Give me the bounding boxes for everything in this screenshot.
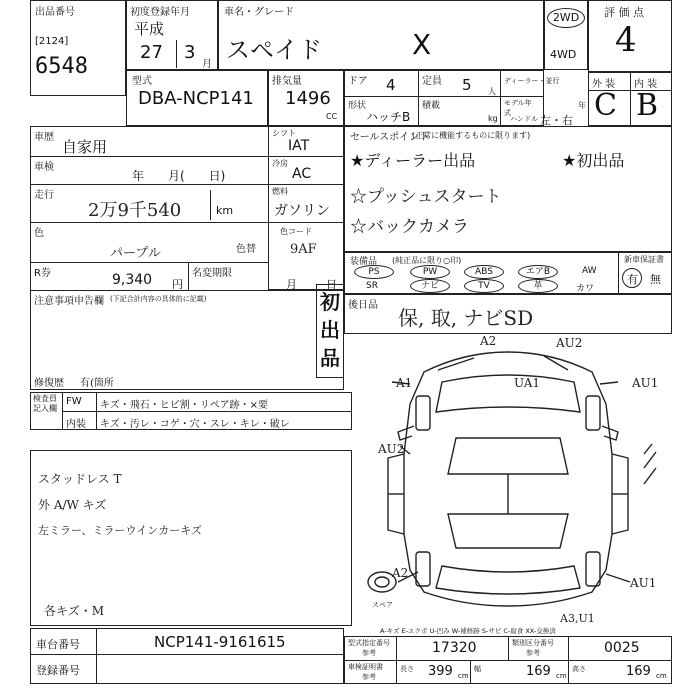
equip-sr: SR [366,281,378,291]
term-day-unit: 日 [326,278,337,291]
note-4: 各キズ・M [44,604,105,618]
spare-label: スペア [372,601,393,609]
ac-label: 冷房 [272,159,288,168]
interior-row-label: 内装 [66,419,86,430]
sales-note: (正常に機能するものに限ります) [412,131,531,140]
length-label: 長さ [400,665,414,673]
shift-value: IAT [288,138,310,154]
capacity-unit: 人 [488,87,496,96]
model-label: 型式 [132,76,152,87]
note-2: 外 A/W キズ [38,498,107,512]
r-label: R券 [34,268,51,279]
equip-pw: PW [410,265,450,279]
mark-a3u1: A3,U1 [560,612,595,625]
mark-au1-right: AU1 [632,376,659,390]
equip-tv: TV [464,279,504,293]
equip-aw: AW [582,266,597,276]
color-label: 色 [34,228,44,239]
category-ref: 参考 [526,649,540,657]
repair-value: 有(箇所 [80,378,114,389]
fw-items: キズ・飛石・ヒビ割・リペア跡・×要 [100,400,268,411]
month-value: 3 [184,42,196,63]
sales-2: ★初出品 [562,151,625,170]
category-label: 類別区分番号 [512,639,554,647]
first-reg-label: 初度登録年月 [130,7,190,18]
warranty-no: 無 [650,273,661,286]
inspection-value: 年 月( 日) [132,169,226,183]
body-shape-label: 形状 [348,101,367,111]
handle-value: 左・右 [540,114,573,127]
inspection-label: 車検 [34,162,54,173]
notice-note: (下記合計内容の具体的に記載) [110,295,207,303]
chassis-label: 車台番号 [36,638,80,651]
type-spec-ref: 参考 [362,649,376,657]
mark-ua1-center: UA1 [514,376,541,390]
damage-legend: A-キズ E-エクボ U-凹み W-補修跡 S-サビ C-腐食 XX-交換済 [380,627,556,635]
score-label: 評 価 点 [604,6,644,19]
attached-value: 保, 取, ナビSD [398,306,534,330]
displacement-value: 1496 [285,88,331,109]
note-1: スタッドレス T [38,472,122,486]
shift-label: シフト [272,129,296,138]
mark-au2-left: AU2 [378,442,405,456]
length-value: 399 [428,664,453,679]
length-unit: cm [458,672,469,680]
mark-a2-top: A2 [480,334,497,348]
displacement-unit: CC [326,112,338,121]
category-value: 0025 [604,640,640,656]
term-label: 名変期限 [192,268,232,279]
dims-label: 車検証明書 [348,663,383,671]
mileage-label: 走行 [34,190,54,201]
load-unit: kg [488,114,498,123]
color-value: パープル [110,246,161,261]
year-unit: 年 [578,101,586,110]
score-value: 4 [615,20,637,60]
color-change-label: 色替 [236,244,256,255]
era-value: 平成 [134,20,165,38]
drive-4wd: 4WD [550,48,577,61]
notice-label: 注意事項申告欄 [34,296,104,307]
equip-label: 装備品 [350,257,378,267]
r-unit: 円 [172,278,183,291]
car-name-label: 車名・グレード [224,7,294,18]
displacement-label: 排気量 [272,76,302,87]
height-label: 高さ [572,665,586,673]
lot-label: 出品番号 [35,7,75,18]
sales-4: ☆バックカメラ [350,217,469,237]
sales-3: ☆プッシュスタート [350,187,502,207]
term-unit: 月 [286,278,297,291]
interior-items: キズ・汚レ・コゲ・穴・スレ・キレ・破レ [100,419,290,430]
warranty-label: 新車保証書 [624,255,664,264]
drive-2wd: 2WD [547,8,585,28]
height-value: 169 [626,664,651,679]
doors-label: ドア [348,76,368,87]
car-diagram [344,334,672,624]
body-shape-value: ハッチB [366,110,411,124]
capacity-value: 5 [462,76,472,94]
equip-note: (純正品に限り○印) [392,256,462,265]
mark-a1-left: A1 [396,376,413,390]
capacity-label: 定員 [422,76,442,87]
fuel-value: ガソリン [274,203,330,219]
exterior-grade: C [594,88,617,123]
month-unit: 月 [202,59,212,70]
type-spec-value: 17320 [432,640,477,656]
fuel-label: 燃料 [272,187,288,196]
model-value: DBA-NCP141 [138,88,254,109]
load-label: 積載 [422,101,441,111]
equip-air: エアB [518,265,558,279]
color-code-value: 9AF [290,242,317,257]
history-label: 車歴 [34,132,54,143]
lot-number: 6548 [35,54,88,79]
fw-label: FW [66,396,82,407]
doors-value: 4 [386,76,396,94]
color-code-label: 色コード [280,227,312,236]
mark-au1-bottom: AU1 [630,576,657,590]
equip-kawa: カワ [576,284,595,294]
year-value: 27 [140,42,163,63]
interior-grade: B [636,88,659,123]
exterior-label: 外 装 [592,79,616,90]
grade: X [412,28,432,61]
interior-label: 内 装 [634,79,658,90]
height-unit: cm [656,672,667,680]
width-value: 169 [526,664,551,679]
dealer-label: ディーラー・並行 [504,77,560,85]
attached-label: 後日品 [348,300,378,311]
mileage-value: 2万9千540 [88,200,182,221]
inspector-label: 検査員記入欄 [33,394,57,413]
sales-1: ★ディーラー出品 [350,151,476,170]
chassis-value: NCP141-9161615 [154,633,286,651]
type-spec-label: 型式指定番号 [348,639,390,647]
width-unit: cm [556,672,567,680]
r-value: 9,340 [112,272,153,288]
model-year-label: モデル年式 [504,99,532,117]
warranty-yes: 有 [627,273,638,286]
note-3: 左ミラー、ミラーウインカーキズ [38,524,203,537]
sales-label: セールスポイント [350,132,430,143]
repair-label: 修復歴 [34,378,64,389]
mileage-unit: km [216,204,234,217]
dims-ref: 参考 [362,673,376,681]
first-listing-stamp: 初出品 [320,290,340,370]
equip-navi: ナビ [410,279,450,293]
equip-ps: PS [354,265,394,279]
mark-a2-bottom: A2 [392,566,409,580]
car-name: スペイド [226,36,322,64]
width-label: 幅 [474,665,481,673]
history-value: 自家用 [62,138,108,156]
ac-value: AC [292,166,312,182]
lot-code: [2124] [35,36,69,47]
reg-label: 登録番号 [36,664,80,677]
equip-leather: 革 [518,279,558,293]
mark-au2-top: AU2 [556,336,583,350]
handle-label: ハンドル [510,115,538,123]
equip-abs: ABS [464,265,504,279]
